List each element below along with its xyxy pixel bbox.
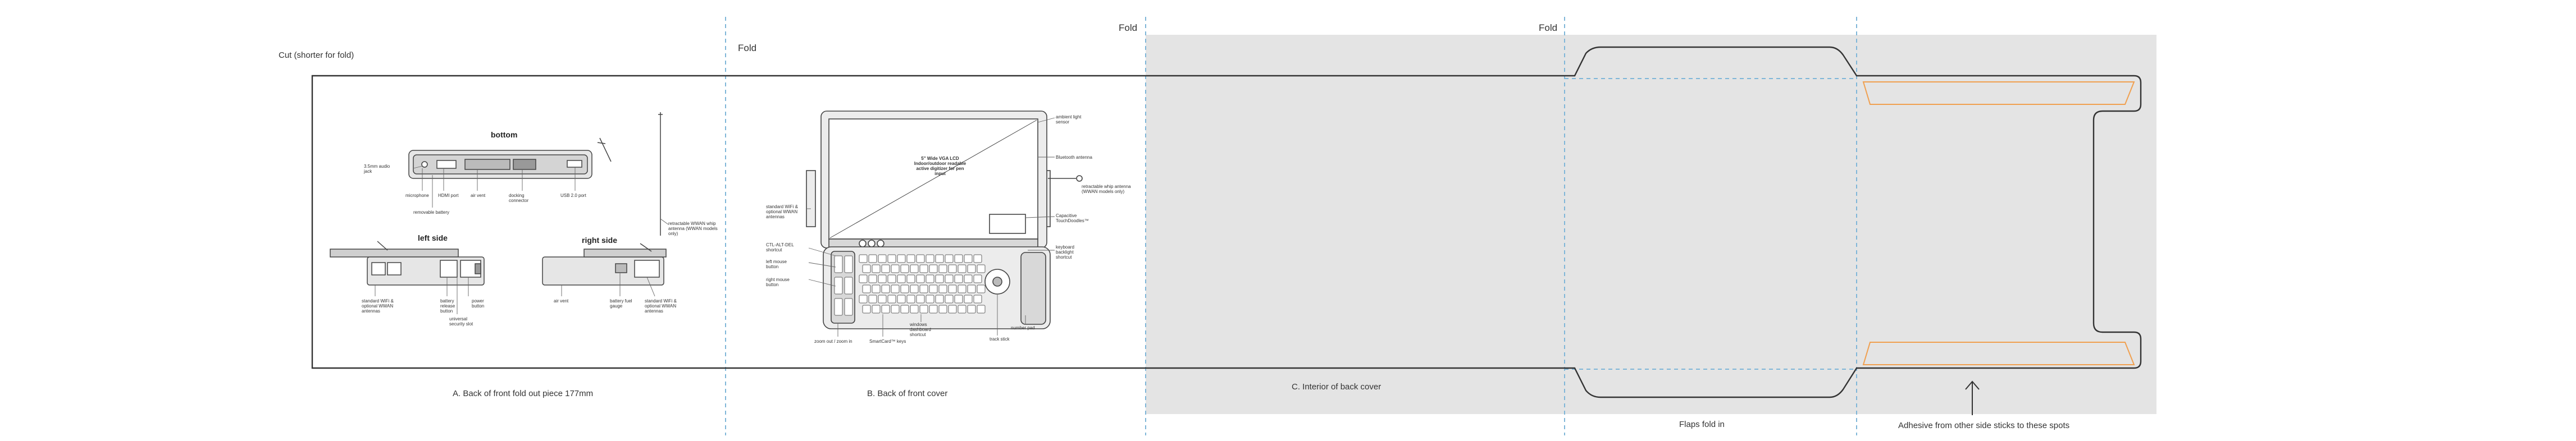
keyboard-key bbox=[955, 255, 963, 263]
device-a-antenna-top bbox=[598, 112, 663, 236]
callout-number-pad: number pad bbox=[1011, 325, 1035, 330]
keyboard-key bbox=[929, 285, 937, 293]
adhesive-spot-top bbox=[1863, 82, 2134, 104]
callout-microphone: microphone bbox=[405, 193, 429, 198]
side-button bbox=[835, 256, 842, 273]
fold-label-3: Fold bbox=[1539, 22, 1558, 33]
keyboard-key bbox=[929, 265, 937, 273]
cut-outline bbox=[312, 47, 2141, 397]
keyboard-key bbox=[910, 265, 918, 273]
keyboard-key bbox=[901, 285, 909, 293]
keyboard-key bbox=[863, 265, 870, 273]
keyboard-key bbox=[863, 305, 870, 313]
device-b-body bbox=[806, 111, 1082, 329]
panel-a-caption: A. Back of front fold out piece 177mm bbox=[453, 389, 594, 398]
adhesive-caption: Adhesive from other side sticks to these spots bbox=[1898, 421, 2070, 430]
callout-hdmi: HDMI port bbox=[438, 193, 459, 198]
callout-docking: docking connector bbox=[509, 193, 529, 203]
keyboard-key bbox=[974, 255, 982, 263]
callout-audio-jack: 3.5mm audio jack bbox=[364, 164, 390, 174]
keyboard-key bbox=[859, 295, 867, 303]
keyboard-key bbox=[977, 265, 985, 273]
callout-left-mouse: left mouse button bbox=[766, 259, 787, 269]
keyboard-key bbox=[863, 285, 870, 293]
screen-spec-text: 5" Wide VGA LCD Indoor/outdoor readable active digitizer for pen input bbox=[914, 156, 966, 176]
callout-whip-antenna-b: retractable whip antenna (WWAN models only) bbox=[1082, 184, 1131, 194]
keyboard-key bbox=[920, 305, 928, 313]
side-button bbox=[835, 277, 842, 294]
callout-security-slot: universal security slot bbox=[449, 316, 473, 327]
side-button bbox=[845, 256, 852, 273]
keyboard-key bbox=[878, 255, 886, 263]
keyboard-key bbox=[882, 285, 890, 293]
panel-c-caption: C. Interior of back cover bbox=[1292, 382, 1382, 392]
keyboard-key bbox=[907, 275, 915, 283]
keyboard-key bbox=[945, 275, 953, 283]
bottom-view-title: bottom bbox=[491, 130, 518, 139]
keyboard-key bbox=[926, 275, 934, 283]
keyboard-key bbox=[910, 305, 918, 313]
callout-ctl-alt-del: CTL-ALT-DEL shortcut bbox=[766, 242, 794, 252]
keyboard-key bbox=[907, 295, 915, 303]
keyboard-key bbox=[939, 305, 947, 313]
callout-bluetooth: Bluetooth antenna bbox=[1056, 155, 1092, 160]
keyboard-key bbox=[869, 275, 877, 283]
keyboard-key bbox=[910, 285, 918, 293]
callout-ambient-light: ambient light sensor bbox=[1056, 114, 1082, 125]
right-side-title: right side bbox=[582, 236, 618, 245]
callout-b-antennas: standard WiFi & optional WWAN antennas bbox=[766, 204, 798, 219]
device-a-left-view bbox=[330, 241, 484, 285]
side-button bbox=[845, 298, 852, 315]
keyboard-key bbox=[888, 295, 896, 303]
keyboard-key bbox=[945, 255, 953, 263]
adhesive-spot-bottom bbox=[1863, 342, 2134, 365]
callout-right-mouse: right mouse button bbox=[766, 277, 790, 287]
keyboard-key bbox=[882, 305, 890, 313]
callout-touchdoodles: Capacitive TouchDoodles™ bbox=[1056, 213, 1089, 223]
fold-label-2: Fold bbox=[1119, 22, 1138, 33]
keyboard-key bbox=[939, 265, 947, 273]
keyboard-key bbox=[878, 275, 886, 283]
keyboard-key bbox=[872, 265, 880, 273]
keyboard-key bbox=[936, 295, 943, 303]
keyboard-key bbox=[859, 275, 867, 283]
callout-smartcard: SmartCard™ keys bbox=[869, 339, 906, 344]
keyboard-key bbox=[907, 255, 915, 263]
callout-windows-dashboard: windows dashboard shortcut bbox=[910, 322, 931, 337]
keyboard-key bbox=[897, 275, 905, 283]
keyboard-key bbox=[949, 305, 956, 313]
keyboard-key bbox=[891, 305, 899, 313]
keyboard-key bbox=[872, 285, 880, 293]
keyboard-key bbox=[936, 275, 943, 283]
keyboard-key bbox=[882, 265, 890, 273]
keyboard-key bbox=[929, 305, 937, 313]
keyboard-key bbox=[901, 265, 909, 273]
flaps-caption: Flaps fold in bbox=[1679, 420, 1725, 429]
keyboard-key bbox=[964, 275, 972, 283]
left-side-title: left side bbox=[418, 233, 448, 242]
cut-note: Cut (shorter for fold) bbox=[279, 50, 354, 60]
keyboard-key bbox=[859, 255, 867, 263]
callout-track-stick: track stick bbox=[990, 337, 1010, 342]
side-button bbox=[845, 277, 852, 294]
keyboard-key bbox=[917, 295, 924, 303]
keyboard-key bbox=[974, 295, 982, 303]
device-a-bottom-view bbox=[409, 150, 592, 178]
keyboard-key bbox=[955, 275, 963, 283]
panel-b-caption: B. Back of front cover bbox=[867, 389, 948, 398]
keyboard-key bbox=[958, 265, 966, 273]
keyboard-key bbox=[936, 255, 943, 263]
keyboard-key bbox=[888, 255, 896, 263]
keyboard-key bbox=[949, 265, 956, 273]
callout-left-antennas: standard WiFi & optional WWAN antennas bbox=[362, 298, 394, 314]
callout-fuel-gauge: battery fuel gauge bbox=[610, 298, 632, 309]
keyboard-key bbox=[891, 285, 899, 293]
keyboard-key bbox=[964, 255, 972, 263]
keyboard-key bbox=[958, 305, 966, 313]
keyboard-key bbox=[968, 305, 975, 313]
keyboard-key bbox=[958, 285, 966, 293]
callout-usb: USB 2.0 port bbox=[560, 193, 586, 198]
keyboard-key bbox=[869, 255, 877, 263]
keyboard-key bbox=[917, 275, 924, 283]
keyboard-key bbox=[974, 275, 982, 283]
callout-battery: removable battery bbox=[413, 210, 450, 215]
adhesive-arrow bbox=[1966, 382, 1979, 415]
callout-zoom: zoom out / zoom in bbox=[814, 339, 852, 344]
keyboard-key bbox=[897, 255, 905, 263]
keyboard-key bbox=[897, 295, 905, 303]
keyboard-key bbox=[949, 285, 956, 293]
keyboard-key bbox=[939, 285, 947, 293]
keyboard-key bbox=[891, 265, 899, 273]
keyboard-key bbox=[977, 305, 985, 313]
fold-label-1: Fold bbox=[738, 43, 757, 53]
keyboard-key bbox=[901, 305, 909, 313]
callout-backlight: keyboard backlight shortcut bbox=[1056, 245, 1074, 260]
keyboard-key bbox=[869, 295, 877, 303]
keyboard-key bbox=[964, 295, 972, 303]
keyboard-key bbox=[926, 255, 934, 263]
keyboard-key bbox=[878, 295, 886, 303]
keyboard-key bbox=[920, 265, 928, 273]
keyboard-key bbox=[917, 255, 924, 263]
callout-air-vent-right: air vent bbox=[554, 298, 569, 304]
keyboard-key bbox=[888, 275, 896, 283]
keyboard-key bbox=[977, 285, 985, 293]
callout-whip-antenna-a: retractable WWAN whip antenna (WWAN models only) bbox=[668, 221, 718, 236]
callout-air-vent-bottom: air vent bbox=[471, 193, 486, 198]
side-button bbox=[835, 298, 842, 315]
callout-right-antennas: standard WiFi & optional WWAN antennas bbox=[645, 298, 677, 314]
keyboard-key bbox=[968, 265, 975, 273]
keyboard-key bbox=[920, 285, 928, 293]
keyboard-key bbox=[968, 285, 975, 293]
keyboard-key bbox=[872, 305, 880, 313]
keyboard-key bbox=[955, 295, 963, 303]
callout-battery-release: battery release button bbox=[440, 298, 455, 314]
callout-power: power button bbox=[472, 298, 485, 309]
keyboard-key bbox=[926, 295, 934, 303]
keyboard-key bbox=[945, 295, 953, 303]
